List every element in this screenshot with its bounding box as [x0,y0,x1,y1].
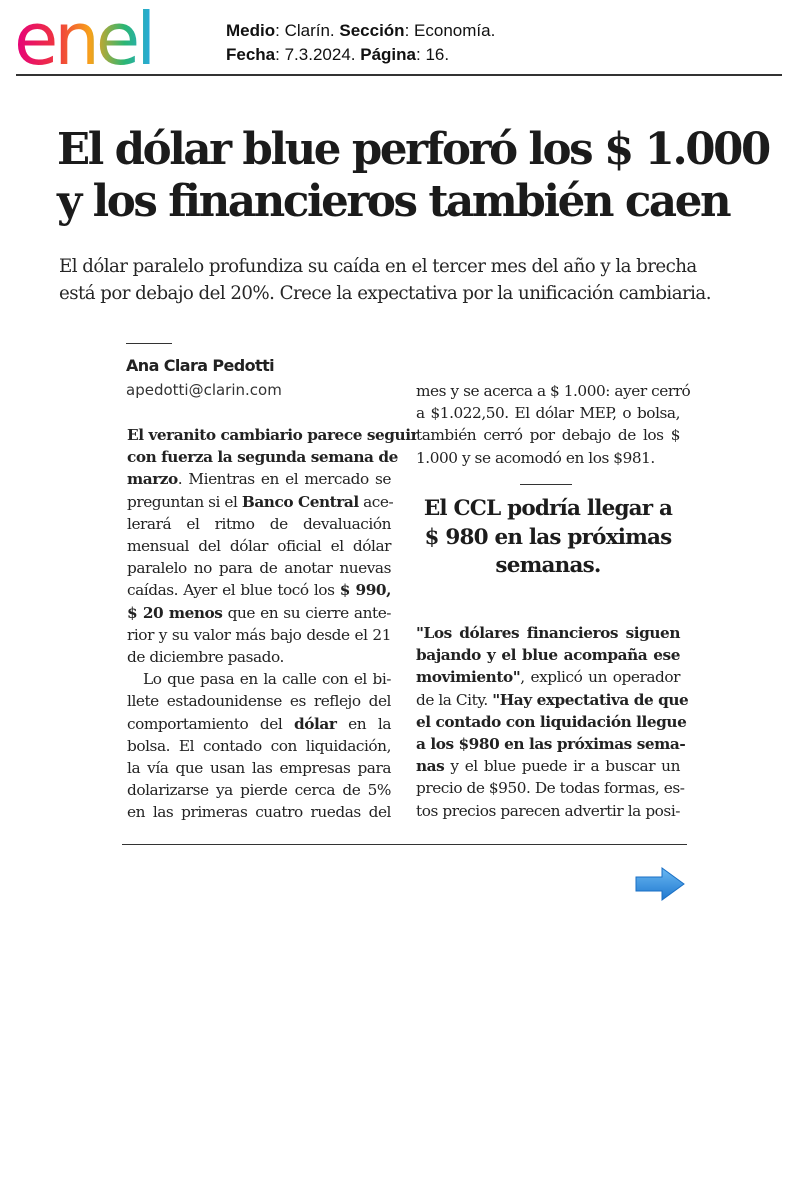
subheading [410,495,686,581]
text-line: caídas. Ayer el blue tocó los $ 990, [127,581,392,600]
text-line: "Los dólares financieros siguen [416,624,680,642]
seccion-label: Sección [339,21,405,40]
subhead-rule [520,484,572,485]
meta-line-1: Medio: Clarín. Sección: Economía. [226,21,496,40]
text-line: paralelo no para de anotar nuevas [127,559,391,578]
clipping-metadata [226,19,495,67]
text-line: llete estadounidense es reflejo del [127,692,391,711]
text-line: el contado con liquidación llegue [416,712,687,731]
meta-line-2: Fecha: 7.3.2024. Página: 16. [226,45,450,64]
logo-text: enel [14,4,153,70]
text-line: nas y el blue puede ir a buscar un [416,757,680,776]
fecha-label: Fecha [226,45,276,64]
pagina-label: Página [360,45,416,64]
header-divider [16,74,782,76]
text-line: dolarizarse ya pierde cerca de 5% [127,781,391,800]
text-line: mes y se acerca a $ 1.000: ayer cerró [416,382,691,400]
article-column-2 [416,380,691,469]
lead-line-2: está por debajo del 20%. Crece la expectativa por la unificación cambiaria. [59,283,711,304]
text-line: bajando y el blue acompaña ese [416,646,680,665]
article-bottom-rule [122,844,687,845]
seccion-value: Economía [414,21,491,40]
lead-line-1: El dólar paralelo profundiza su caída en el tercer mes del año y la brecha [59,256,697,277]
text-line: precio de $950. De todas formas, es- [416,779,685,798]
text-line: El veranito cambiario parece seguir [127,426,419,444]
text-line: $ 20 menos que en su cierre ante- [127,603,392,622]
text-line: movimiento", explicó un operador [416,668,680,687]
text-line: con fuerza la segunda semana de [127,448,398,467]
byline-rule [126,343,172,344]
pagina-value: 16 [425,45,445,64]
text-line: bolsa. El contado con liquidación, [127,736,391,755]
fecha-value: 7.3.2024 [284,45,351,64]
text-line: a $1.022,50. El dólar MEP, o bolsa, [416,404,680,423]
text-line: comportamiento del dólar en la [127,714,391,733]
subhead-line-2: $ 980 en las próximas [424,524,672,550]
text-line: 1.000 y se acomodó en los $981. [416,448,655,467]
article-column-3 [416,622,689,822]
text-line: tos precios parecen advertir la posi- [416,801,680,820]
article-lead [59,253,779,307]
article-headline [57,124,777,228]
headline-line-1: El dólar blue perforó los $ 1.000 [57,124,769,175]
author-email: apedotti@clarin.com [126,381,282,399]
arrow-right-icon[interactable] [632,864,688,904]
text-line: mensual del dólar oficial el dólar [127,537,391,556]
text-line: marzo. Mientras en el mercado se [127,470,391,489]
text-line: también cerró por debajo de los $ [416,426,680,445]
medio-label: Medio [226,21,276,40]
subhead-line-1: El CCL podría llegar a [423,496,673,521]
text-line: en las primeras cuatro ruedas del [127,803,391,822]
text-line: a los $980 en las próximas sema- [416,735,686,754]
text-line: la vía que usan las empresas para [127,759,391,778]
text-line: lerará el ritmo de devaluación [127,514,391,533]
subhead-line-3: semanas. [495,553,601,578]
author-name: Ana Clara Pedotti [126,356,275,375]
article-column-1 [127,424,419,824]
text-line: preguntan si el Banco Central ace- [127,492,394,511]
text-line: de diciembre pasado. [127,648,284,667]
enel-logo [14,4,190,70]
headline-line-2: y los financieros también caen [57,176,730,227]
medio-value: Clarín [284,21,330,40]
text-line: de la City. "Hay expectativa de que [416,690,689,709]
text-line: Lo que pasa en la calle con el bi- [143,670,391,689]
text-line: rior y su valor más bajo desde el 21 [127,625,391,644]
